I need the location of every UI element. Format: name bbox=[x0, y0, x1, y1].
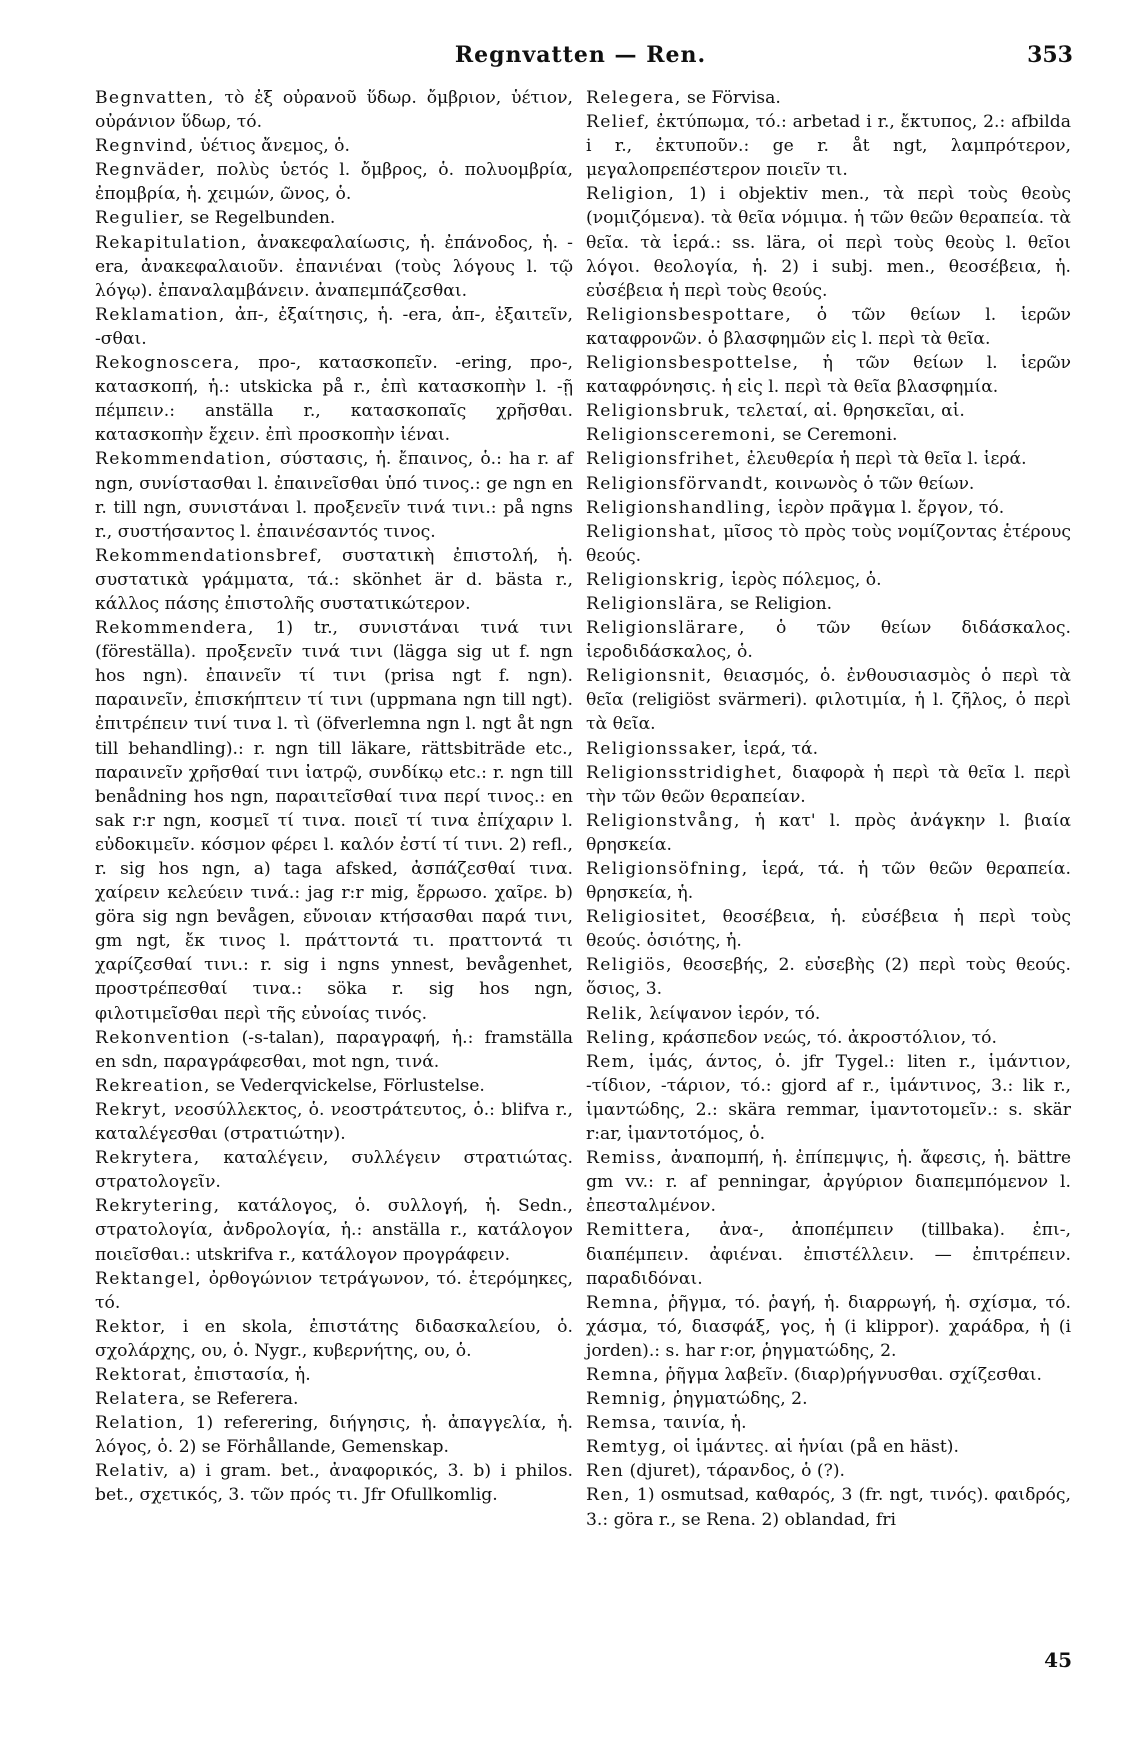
entry-headword: Religionstvång, bbox=[586, 810, 741, 831]
entry-headword: Religionsförvandt, bbox=[586, 473, 770, 494]
dictionary-entry bbox=[586, 447, 1071, 471]
entry-headword: Remtyg, bbox=[586, 1437, 668, 1458]
dictionary-entry bbox=[95, 1074, 573, 1098]
entry-headword: Rektangel, bbox=[95, 1268, 202, 1289]
dictionary-entry bbox=[586, 1218, 1071, 1290]
dictionary-entry bbox=[95, 134, 573, 158]
dictionary-entry bbox=[586, 1002, 1071, 1026]
dictionary-entry bbox=[95, 303, 573, 351]
entry-definition: προ-, κατασκοπεῖν. -ering, προ-, κατασκοπή, ἡ.: utskicka på r., ἐπὶ κατασκοπὴν l. -ῇ πέμπειν.: anställa r., κατασκοπαῖς χρῆσθαι. κατασκοπὴν ἔχειν. ἐπὶ προσκοπὴν ἰέναι. bbox=[95, 353, 573, 446]
entry-headword: Religionsöfning, bbox=[586, 859, 749, 879]
dictionary-entry bbox=[95, 206, 573, 230]
entry-headword: Religionssaker, bbox=[586, 738, 738, 759]
dictionary-entry bbox=[586, 472, 1071, 496]
entry-definition: θεοσεβής, 2. εὐσεβὴς (2) περὶ τοὺς θεούς. ὅσιος, 3. bbox=[586, 955, 1071, 1000]
entry-headword: Relativ, bbox=[95, 1461, 170, 1482]
dictionary-entry bbox=[95, 1315, 573, 1363]
dictionary-entry bbox=[586, 905, 1071, 953]
entry-definition: οἱ ἱμάντες. αἱ ἡνίαι (på en häst). bbox=[667, 1437, 959, 1458]
entry-headword: Rekryt, bbox=[95, 1099, 168, 1120]
dictionary-entry bbox=[586, 1411, 1071, 1435]
entry-headword: Ren bbox=[586, 1461, 625, 1482]
entry-headword: Rekommendation, bbox=[95, 449, 273, 470]
dictionary-entry bbox=[586, 809, 1071, 857]
entry-definition: ἀναπομπή, ἡ. ἐπίπεμψις, ἡ. ἄφεσις, ἡ. bättre gm vv.: r. af penningar, ἀργύριον διαπεμπόμενον l. ἐπεσταλμένον. bbox=[586, 1148, 1071, 1217]
entry-definition: κοινωνὸς ὁ τῶν θείων. bbox=[769, 473, 975, 494]
dictionary-entry bbox=[586, 520, 1071, 568]
entry-definition: διαφορὰ ἡ περὶ τὰ θεῖα l. περὶ τὴν τῶν θεῶν θεραπείαν. bbox=[586, 762, 1071, 807]
dictionary-entry bbox=[586, 86, 1071, 110]
entry-headword: Regnväder, bbox=[95, 160, 207, 181]
entry-definition: σύστασις, ἡ. ἔπαινος, ὁ.: ha r. af ngn, συνίστασθαι l. ἐπαινεῖσθαι ὑπό τινος.: ge ngn en r. till ngn, συνιστάναι l. προξενεῖν τινά τινι.: på ngns r., συστήσαντος l. ἐπαινέσαντός τινος. bbox=[95, 449, 573, 542]
page-number: 353 bbox=[1027, 42, 1073, 68]
dictionary-entry bbox=[586, 303, 1071, 351]
entry-definition: se Religion. bbox=[724, 593, 833, 614]
dictionary-entry bbox=[95, 616, 573, 1026]
dictionary-entry bbox=[586, 568, 1071, 592]
entry-definition: i en skola, ἐπιστάτης διδασκαλείου, ὁ. σχολάρχης, ου, ὁ. Nygr., κυβερνήτης, ου, ὁ. bbox=[95, 1316, 573, 1361]
entry-definition: ἱμάς, άντος, ὁ. jfr Tygel.: liten r., ἱμάντιον, -τίδιον, -τάριον, τό.: gjord af r., ἱμάντινος, 3.: lik r., ἱμαντώδης, 2.: skära remmar, ἱμαντοτομεῖν.: s. skär r:ar, ἱμαντοτόμος, ὁ. bbox=[586, 1051, 1071, 1145]
entry-definition: ἀπ-, ἐξαίτησις, ἡ. -era, ἀπ-, ἐξαιτεῖν, -σθαι. bbox=[95, 304, 573, 349]
entry-definition: τελεταί, αἱ. θρησκεῖαι, αἱ. bbox=[731, 401, 965, 422]
entry-definition: πολὺς ὑετός l. ὄμβρος, ὁ. πολυομβρία, ἐπομβρία, ἡ. χειμών, ῶνος, ὁ. bbox=[95, 160, 573, 205]
dictionary-entry bbox=[586, 737, 1071, 761]
entry-headword: Rekommendationsbref, bbox=[95, 545, 324, 566]
dictionary-entry bbox=[586, 1026, 1071, 1050]
dictionary-entry bbox=[586, 592, 1071, 616]
page-header bbox=[88, 42, 1073, 76]
entry-headword: Religionshat, bbox=[586, 521, 718, 542]
entry-definition: καταλέγειν, συλλέγειν στρατιώτας. στρατολογεῖν. bbox=[95, 1148, 573, 1193]
entry-headword: Rekognoscera, bbox=[95, 353, 241, 374]
entry-headword: Religionskrig, bbox=[586, 569, 726, 590]
dictionary-entry bbox=[586, 496, 1071, 520]
entry-headword: Reklamation, bbox=[95, 304, 226, 325]
dictionary-entry bbox=[95, 1267, 573, 1315]
entry-definition: ῥῆγμα λαβεῖν. (διαρ)ρήγνυσθαι. σχίζεσθαι. bbox=[660, 1364, 1042, 1385]
entry-headword: Begnvatten, bbox=[95, 88, 215, 108]
dictionary-entry bbox=[586, 1459, 1071, 1483]
entry-definition: ἡ τῶν θείων l. ἱερῶν καταφρόνησις. ἡ εἰς l. περὶ τὰ θεῖα βλασφημία. bbox=[586, 353, 1071, 398]
dictionary-entry bbox=[586, 1435, 1071, 1459]
entry-headword: Religiositet, bbox=[586, 907, 708, 928]
entry-headword: Religionsceremoni, bbox=[586, 425, 778, 446]
entry-definition: ἐπιστασία, ἡ. bbox=[188, 1364, 311, 1385]
entry-headword: Remiss, bbox=[586, 1148, 664, 1169]
dictionary-entry bbox=[586, 953, 1071, 1001]
dictionary-entry bbox=[95, 1459, 573, 1507]
entry-definition: 1) osmutsad, καθαρός, 3 (fr. ngt, τινός). φαιδρός, 3.: göra r., se Rena. 2) oblandad, fri bbox=[586, 1485, 1071, 1530]
entry-headword: Religionsfrihet, bbox=[586, 449, 742, 470]
entry-definition: (djuret), τάρανδος, ὁ (?). bbox=[624, 1461, 846, 1482]
entry-headword: Religionslärare, bbox=[586, 618, 746, 639]
dictionary-entry bbox=[586, 1483, 1071, 1531]
dictionary-entry bbox=[586, 857, 1071, 905]
dictionary-entry bbox=[95, 1194, 573, 1266]
entry-definition: ῥηγματώδης, 2. bbox=[667, 1389, 808, 1410]
entry-headword: Rekapitulation, bbox=[95, 232, 248, 253]
dictionary-entry bbox=[95, 1026, 573, 1074]
entry-headword: Religionsbruk, bbox=[586, 401, 732, 422]
entry-headword: Rekommendera, bbox=[95, 618, 255, 639]
entry-definition: ἱερά, τά. bbox=[737, 738, 819, 759]
entry-definition: se Referera. bbox=[186, 1389, 299, 1410]
entry-headword: Remna, bbox=[586, 1292, 660, 1313]
entry-headword: Relegera, bbox=[586, 88, 682, 108]
entry-definition: a) i gram. bet., ἀναφορικός, 3. b) i philos. bet., σχετικός, 3. τῶν πρός τι. Jfr Ofullkomlig. bbox=[95, 1461, 573, 1506]
entry-definition: ἡ κατ' l. πρὸς ἀνάγκην l. βιαία θρησκεία. bbox=[586, 810, 1071, 855]
entry-definition: ἱερὸς πόλεμος, ὁ. bbox=[725, 569, 882, 590]
signature-mark: 45 bbox=[1044, 1648, 1072, 1672]
dictionary-entry bbox=[586, 1291, 1071, 1363]
dictionary-entry bbox=[95, 544, 573, 616]
entry-definition: ὑέτιος ἄνεμος, ὁ. bbox=[194, 136, 350, 157]
entry-headword: Religionsbespottare, bbox=[586, 304, 793, 325]
entry-headword: Religionsstridighet, bbox=[586, 762, 784, 783]
entry-headword: Rektorat, bbox=[95, 1364, 189, 1385]
entry-headword: Relatera, bbox=[95, 1389, 187, 1410]
dictionary-entry bbox=[586, 182, 1071, 302]
entry-definition: μῖσος τὸ πρὸς τοὺς νομίζοντας ἑτέρους θεούς. bbox=[586, 521, 1071, 566]
entry-definition: 1) i objektiv men., τὰ περὶ τοὺς θεοὺς (νομιζόμενα). τὰ θεῖα νόμιμα. ἡ τῶν θεῶν θεραπεία. τὰ θεῖα. τὰ ἱερά.: ss. lära, οἱ περὶ τοὺς θεοὺς l. θεῖοι λόγοι. θεολογία, ἡ. 2) i subj. men., θεοσέβεια, ἡ. εὐσέβεια ἡ περὶ τοὺς θεούς. bbox=[586, 184, 1071, 301]
entry-definition: τὸ ἐξ οὐρανοῦ ὕδωρ. ὄμβριον, ὑέτιον, οὐράνιον ὕδωρ, τό. bbox=[95, 88, 573, 133]
entry-definition: ὁ τῶν θείων διδάσκαλος. ἱεροδιδάσκαλος, ὁ. bbox=[586, 618, 1071, 663]
dictionary-entry bbox=[586, 1363, 1071, 1387]
entry-definition: se Ceremoni. bbox=[777, 425, 898, 446]
left-column bbox=[95, 86, 573, 1508]
dictionary-entry bbox=[586, 399, 1071, 423]
entry-definition: ὁ τῶν θείων l. ἱερῶν καταφρονῶν. ὁ βλασφημῶν εἰς l. περὶ τὰ θεῖα. bbox=[586, 304, 1071, 349]
dictionary-entry bbox=[95, 231, 573, 303]
entry-headword: Remsa, bbox=[586, 1413, 658, 1434]
entry-definition: ἱερά, τά. ἡ τῶν θεῶν θεραπεία. θρησκεία, ἡ. bbox=[586, 859, 1071, 904]
dictionary-entry bbox=[586, 110, 1071, 182]
entry-definition: ταινία, ἡ. bbox=[657, 1413, 747, 1434]
entry-definition: νεοσύλλεκτος, ὁ. νεοστράτευτος, ὁ.: blifva r., καταλέγεσθαι (στρατιώτην). bbox=[95, 1099, 573, 1145]
entry-headword: Religionslära, bbox=[586, 593, 725, 614]
dictionary-entry bbox=[586, 351, 1071, 399]
entry-definition: κατάλογος, ὁ. συλλογή, ἡ. Sedn., στρατολογία, ἀνδρολογία, ἡ.: anställa r., κατάλογον ποιεῖσθαι.: utskrifva r., κατάλογον προγράφειν. bbox=[95, 1196, 573, 1265]
entry-headword: Rem, bbox=[586, 1051, 637, 1072]
dictionary-entry bbox=[95, 351, 573, 447]
entry-headword: Reling, bbox=[586, 1027, 657, 1048]
dictionary-entry bbox=[586, 616, 1071, 664]
entry-headword: Rektor, bbox=[95, 1316, 167, 1337]
entry-definition: se Förvisa. bbox=[681, 88, 781, 108]
dictionary-entry bbox=[95, 1387, 573, 1411]
entry-headword: Relief, bbox=[586, 112, 651, 133]
entry-headword: Relik, bbox=[586, 1003, 644, 1024]
dictionary-entry bbox=[586, 423, 1071, 447]
entry-definition: ῥῆγμα, τό. ῥαγή, ἡ. διαρρωγή, ἡ. σχίσμα, τό. χάσμα, τό, διασφάξ, γος, ἡ (i klippor). χαράδρα, ἡ (i jorden).: s. har r:or, ῥηγματώδης, 2. bbox=[586, 1292, 1071, 1361]
dictionary-entry bbox=[586, 1050, 1071, 1146]
entry-definition: ἐκτύπωμα, τό.: arbetad i r., ἔκτυπος, 2.: afbilda i r., ἐκτυποῦν.: ge r. åt ngt, λαμπρότερον, μεγαλοπρεπέστερον ποιεῖν τι. bbox=[586, 112, 1071, 181]
entry-headword: Relation, bbox=[95, 1413, 185, 1434]
entry-definition: se Regelbunden. bbox=[184, 208, 336, 229]
entry-headword: Remittera, bbox=[586, 1220, 692, 1241]
dictionary-entry bbox=[586, 761, 1071, 809]
dictionary-entry bbox=[95, 447, 573, 543]
dictionary-entry bbox=[95, 1411, 573, 1459]
dictionary-entry bbox=[586, 664, 1071, 736]
entry-headword: Ren, bbox=[586, 1485, 631, 1506]
entry-definition: ἐλευθερία ἡ περὶ τὰ θεῖα l. ἱερά. bbox=[741, 449, 1027, 470]
dictionary-entry bbox=[95, 158, 573, 206]
entry-definition: συστατικὴ ἐπιστολή, ἡ. συστατικὰ γράμματα, τά.: skönhet är d. bästa r., κάλλος πάσης ἐπιστολῆς συστατικώτερον. bbox=[95, 545, 573, 614]
entry-definition: κράσπεδον νεώς, τό. ἀκροστόλιον, τό. bbox=[656, 1027, 997, 1048]
entry-definition: 1) referering, διήγησις, ἡ. ἀπαγγελία, ἡ. λόγος, ὁ. 2) se Förhållande, Gemenskap. bbox=[95, 1413, 573, 1458]
entry-headword: Rekrytering, bbox=[95, 1196, 221, 1217]
entry-definition: ἀνακεφαλαίωσις, ἡ. ἐπάνοδος, ἡ. -era, ἀνακεφαλαιοῦν. ἐπανιέναι (τοὺς λόγους l. τῷ λόγῳ). ἐπαναλαμβάνειν. ἀναπεμπάζεσθαι. bbox=[95, 232, 573, 301]
entry-headword: Regulier, bbox=[95, 208, 185, 229]
entry-definition: θειασμός, ὁ. ἐνθουσιασμὸς ὁ περὶ τὰ θεῖα (religiöst svärmeri). φιλοτιμία, ἡ l. ζῆλος, ὁ περὶ τὰ θεῖα. bbox=[586, 666, 1071, 735]
entry-headword: Regnvind, bbox=[95, 136, 195, 157]
entry-headword: Religionsnit, bbox=[586, 666, 713, 687]
entry-headword: Religionshandling, bbox=[586, 497, 773, 518]
entry-headword: Rekrytera, bbox=[95, 1148, 201, 1169]
dictionary-entry bbox=[95, 1363, 573, 1387]
entry-headword: Religiös, bbox=[586, 955, 673, 976]
running-head: Regnvatten — Ren. bbox=[454, 42, 707, 68]
entry-definition: λείψανον ἱερόν, τό. bbox=[643, 1003, 821, 1024]
entry-headword: Remnig, bbox=[586, 1389, 668, 1410]
entry-headword: Rekonvention bbox=[95, 1027, 231, 1048]
dictionary-entry bbox=[586, 1387, 1071, 1411]
entry-definition: (-s-talan), παραγραφή, ἡ.: framställa en sdn, παραγράφεσθαι, mot ngn, τινά. bbox=[95, 1027, 573, 1072]
entry-headword: Rekreation, bbox=[95, 1075, 211, 1096]
entry-headword: Remna, bbox=[586, 1364, 660, 1385]
entry-definition: ὀρθογώνιον τετράγωνον, τό. ἑτερόμηκες, τό. bbox=[95, 1268, 573, 1313]
entry-headword: Religionsbespottelse, bbox=[586, 353, 800, 374]
entry-definition: ἀνα-, ἀποπέμπειν (tillbaka). ἐπι-, διαπέμπειν. ἀφιέναι. ἐπιστέλλειν. — ἐπιτρέπειν. παραδιδόναι. bbox=[586, 1220, 1071, 1289]
entry-definition: θεοσέβεια, ἡ. εὐσέβεια ἡ περὶ τοὺς θεούς. ὁσιότης, ἡ. bbox=[586, 907, 1071, 952]
entry-definition: ἱερὸν πρᾶγμα l. ἔργον, τό. bbox=[772, 497, 1005, 518]
dictionary-entry bbox=[586, 1146, 1071, 1218]
entry-definition: 1) tr., συνιστάναι τινά τινι (föreställa). προξενεῖν τινά τινι (lägga sig ut f. ngn hos ngn). ἐπαινεῖν τί τινι (prisa ngt f. ngn). παραινεῖν, ἐπισκήπτειν τί τινι (uppmana ngn till ngt). ἐπιτρέπειν τινί τινα l. τὶ (öfverlemna ngn l. ngt åt ngn till behandling).: r. ngn till läkare, rättsbiträde etc., παραινεῖν χρῆσθαί τινι ἰατρῷ, συνδίκῳ etc.: r. ngn till benådning hos ngn, παραιτεῖσθαί τινα περί τινος.: en sak r:r ngn, κοσμεῖ τί τινα. ποιεῖ τί τινα ἐπίχαριν l. εὐδοκιμεῖν. κόσμον φέρει l. καλόν ἐστί τί τινι. 2) refl., r. sig hos ngn, a) taga afsked, ἀσπάζεσθαί τινα. χαίρειν κελεύειν τινά.: jag r:r mig, ἔρρωσο. χαῖρε. b) göra sig ngn bevågen, εὔνοιαν κτήσασθαι παρά τινι, gm ngt, ἔκ τινος l. πράττοντά τι. πραττοντά τι χαρίζεσθαί τινι.: r. sig i ngns ynnest, bevågenhet, προστρέπεσθαί τινα.: söka r. sig hos ngn, φιλοτιμεῖσθαι περὶ τῆς εὐνοίας τινός. bbox=[95, 618, 573, 1024]
dictionary-entry bbox=[95, 1146, 573, 1194]
entry-definition: se Vederqvickelse, Förlustelse. bbox=[210, 1075, 485, 1096]
dictionary-entry bbox=[95, 86, 573, 134]
right-column bbox=[586, 86, 1071, 1532]
dictionary-entry bbox=[95, 1098, 573, 1146]
entry-headword: Religion, bbox=[586, 184, 676, 205]
